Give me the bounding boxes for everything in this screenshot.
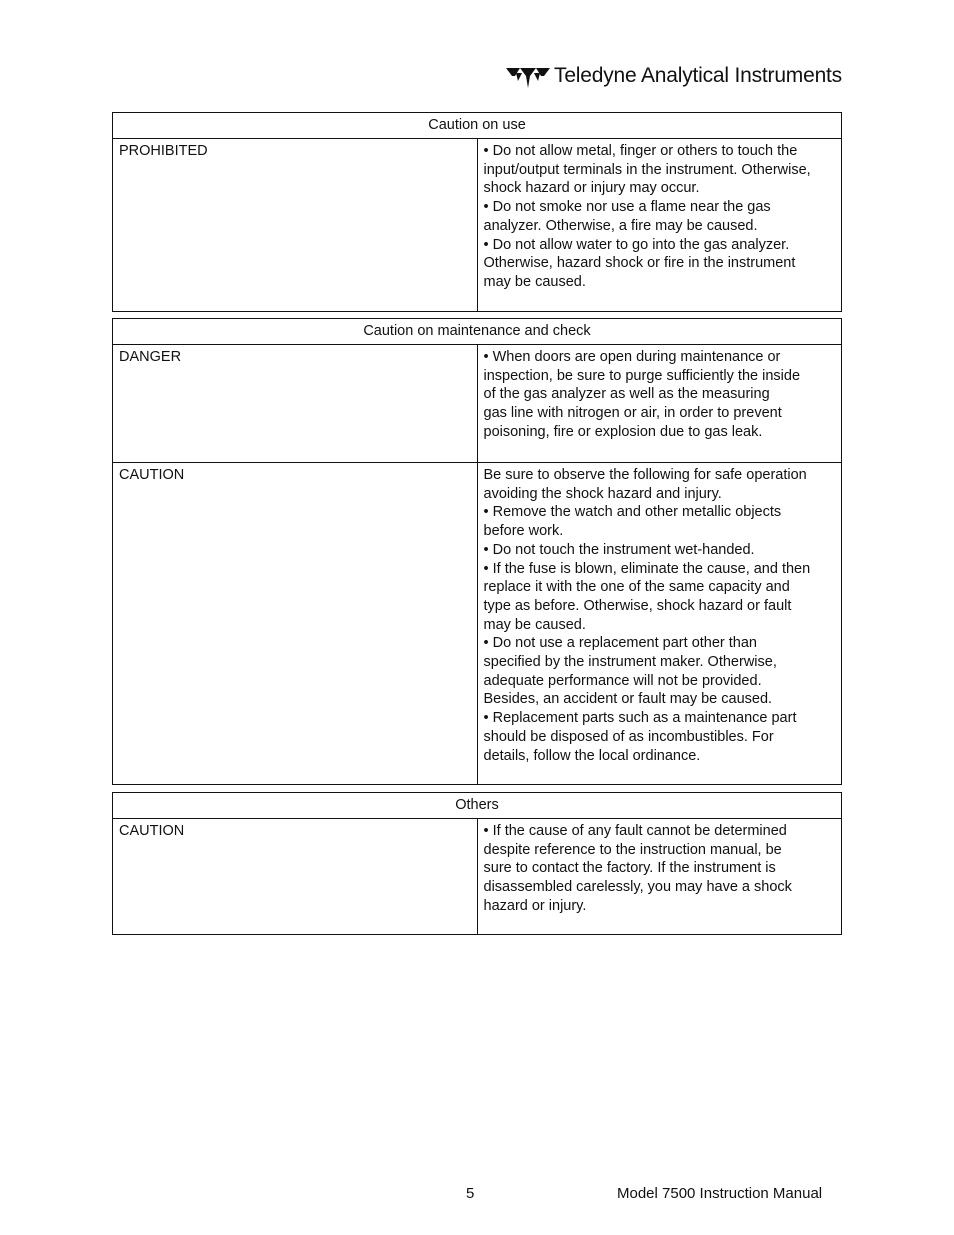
- manual-title: Model 7500 Instruction Manual: [617, 1185, 823, 1202]
- teledyne-logo-icon: [506, 64, 550, 88]
- caution-on-use-table: [112, 112, 842, 312]
- body-line: despite reference to the instruction manual, be: [483, 841, 782, 858]
- body-line: inspection, be sure to purge sufficiently the inside: [483, 367, 801, 384]
- row-body: [477, 819, 842, 935]
- body-line: before work.: [483, 523, 564, 540]
- table-row: [113, 463, 842, 785]
- page-number: 5: [466, 1185, 475, 1202]
- body-line: • Remove the watch and other metallic objects: [483, 504, 782, 521]
- table-title: Caution on maintenance and check: [113, 319, 842, 345]
- body-line: • If the fuse is blown, eliminate the cause, and then: [483, 560, 811, 577]
- page-header: [506, 64, 842, 88]
- brand-name: Teledyne Analytical Instruments: [554, 64, 842, 87]
- body-line: sure to contact the factory. If the instrument is: [483, 860, 776, 877]
- body-line: Be sure to observe the following for safe operation: [483, 467, 807, 483]
- row-label: DANGER: [113, 345, 478, 463]
- body-line: • Do not allow water to go into the gas analyzer.: [483, 236, 790, 253]
- row-label: CAUTION: [113, 463, 478, 785]
- body-line: • When doors are open during maintenance or: [483, 349, 781, 365]
- body-line: may be caused.: [483, 273, 586, 290]
- body-line: avoiding the shock hazard and injury.: [483, 485, 722, 502]
- body-line: hazard or injury.: [483, 897, 587, 914]
- body-line: should be disposed of as incombustibles. For: [483, 728, 774, 745]
- table-row: [113, 819, 842, 935]
- body-line: input/output terminals in the instrument. Otherwise,: [483, 161, 811, 178]
- body-line: disassembled carelessly, you may have a shock: [483, 879, 792, 896]
- body-line: • If the cause of any fault cannot be determined: [483, 823, 787, 839]
- caution-on-maintenance-table: [112, 318, 842, 785]
- body-line: shock hazard or injury may occur.: [483, 180, 700, 197]
- body-line: • Do not smoke nor use a flame near the gas: [483, 199, 771, 216]
- row-body: [477, 139, 842, 312]
- body-line: Otherwise, hazard shock or fire in the instrument: [483, 255, 796, 272]
- table-title: Caution on use: [113, 113, 842, 139]
- row-label: PROHIBITED: [113, 139, 478, 312]
- body-line: analyzer. Otherwise, a fire may be caused.: [483, 217, 758, 234]
- others-table: [112, 792, 842, 935]
- table-row: [113, 139, 842, 312]
- body-line: • Do not allow metal, finger or others to touch the: [483, 143, 798, 159]
- body-line: • Replacement parts such as a maintenance part: [483, 710, 797, 727]
- row-body: [477, 463, 842, 785]
- body-line: gas line with nitrogen or air, in order to prevent: [483, 405, 782, 422]
- table-title: Others: [113, 793, 842, 819]
- body-line: specified by the instrument maker. Otherwise,: [483, 654, 777, 671]
- body-line: type as before. Otherwise, shock hazard or fault: [483, 597, 792, 614]
- body-line: • Do not use a replacement part other than: [483, 635, 757, 652]
- body-line: Besides, an accident or fault may be caused.: [483, 691, 773, 708]
- body-line: replace it with the one of the same capacity and: [483, 579, 790, 596]
- body-line: poisoning, fire or explosion due to gas leak.: [483, 423, 763, 440]
- body-line: adequate performance will not be provided.: [483, 672, 762, 689]
- body-line: details, follow the local ordinance.: [483, 747, 701, 764]
- row-label: CAUTION: [113, 819, 478, 935]
- row-body: [477, 345, 842, 463]
- body-line: may be caused.: [483, 616, 586, 633]
- table-row: [113, 345, 842, 463]
- body-line: • Do not touch the instrument wet-handed.: [483, 541, 755, 558]
- body-line: of the gas analyzer as well as the measuring: [483, 386, 770, 403]
